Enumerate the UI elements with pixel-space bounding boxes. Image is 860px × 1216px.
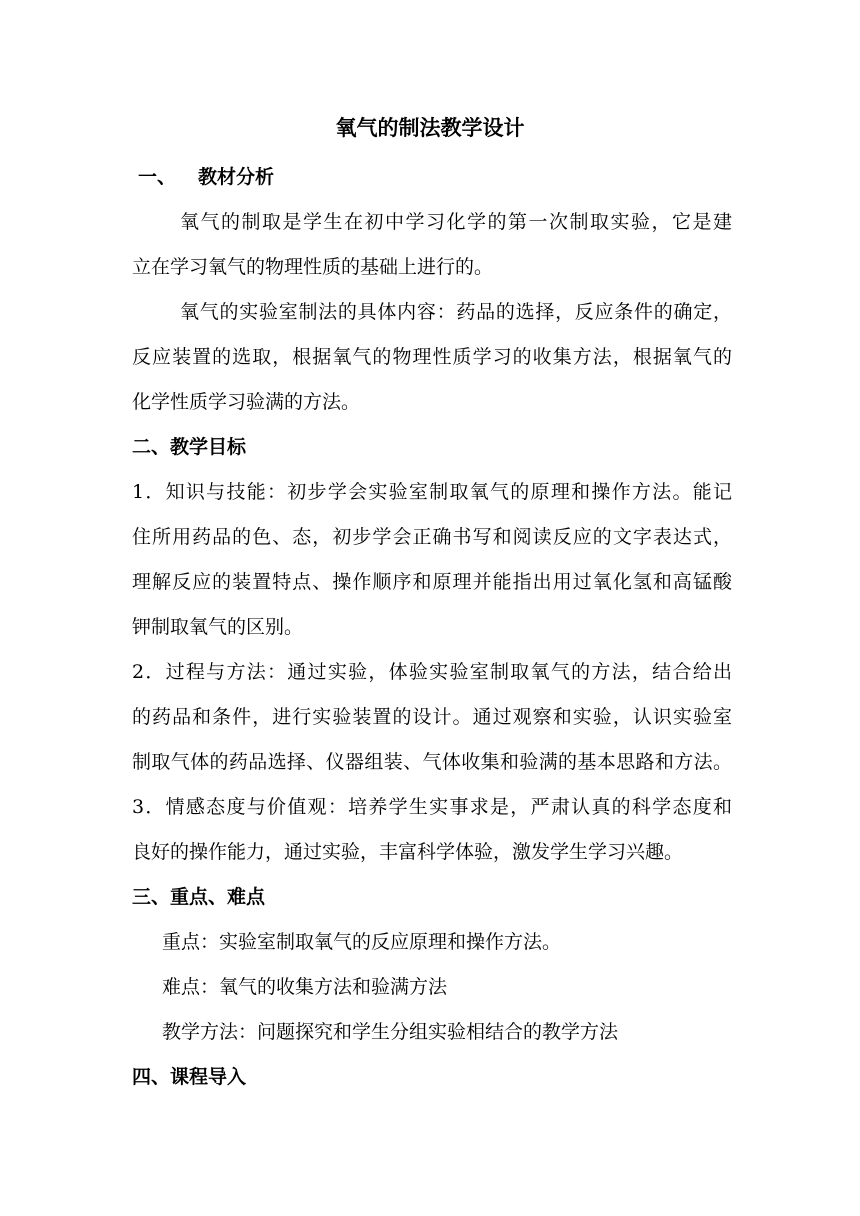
- paragraph-line: 氧气的制取是学生在初中学习化学的第一次制取实验，它是建: [180, 211, 732, 233]
- document-title: 氧气的制法教学设计: [335, 116, 525, 140]
- section-3-heading: 三、重点、难点: [132, 886, 266, 908]
- paragraph-line: 立在学习氧气的物理性质的基础上进行的。: [132, 256, 494, 278]
- paragraph-line: 住所用药品的色、态，初步学会正确书写和阅读反应的文字表达式，: [132, 526, 732, 548]
- section-2-heading: 二、教学目标: [132, 436, 247, 458]
- paragraph-line: 1．知识与技能：初步学会实验室制取氧气的原理和操作方法。能记: [132, 481, 732, 503]
- paragraph-line: 化学性质学习验满的方法。: [132, 391, 361, 413]
- paragraph-line: 3．情感态度与价值观：培养学生实事求是，严肃认真的科学态度和: [132, 796, 732, 818]
- teaching-method-line: 教学方法：问题探究和学生分组实验相结合的教学方法: [162, 1021, 619, 1043]
- key-point-line: 重点：实验室制取氧气的反应原理和操作方法。: [162, 931, 562, 953]
- section-1-number: 一、: [138, 166, 177, 188]
- paragraph-line: 钾制取氧气的区别。: [132, 616, 304, 638]
- paragraph-line: 良好的操作能力，通过实验，丰富科学体验，激发学生学习兴趣。: [132, 841, 684, 863]
- section-1-heading: 教材分析: [198, 166, 275, 188]
- paragraph-line: 2．过程与方法：通过实验，体验实验室制取氧气的方法，结合给出: [132, 661, 732, 683]
- paragraph-line: 的药品和条件，进行实验装置的设计。通过观察和实验，认识实验室: [132, 706, 732, 728]
- paragraph-line: 反应装置的选取，根据氧气的物理性质学习的收集方法，根据氧气的: [132, 346, 732, 368]
- paragraph-line: 制取气体的药品选择、仪器组装、气体收集和验满的基本思路和方法。: [132, 751, 732, 773]
- paragraph-line: 理解反应的装置特点、操作顺序和原理并能指出用过氧化氢和高锰酸: [132, 571, 732, 593]
- paragraph-line: 氧气的实验室制法的具体内容：药品的选择，反应条件的确定，: [180, 301, 732, 323]
- difficulty-line: 难点：氧气的收集方法和验满方法: [162, 976, 448, 998]
- section-4-heading: 四、课程导入: [132, 1066, 247, 1088]
